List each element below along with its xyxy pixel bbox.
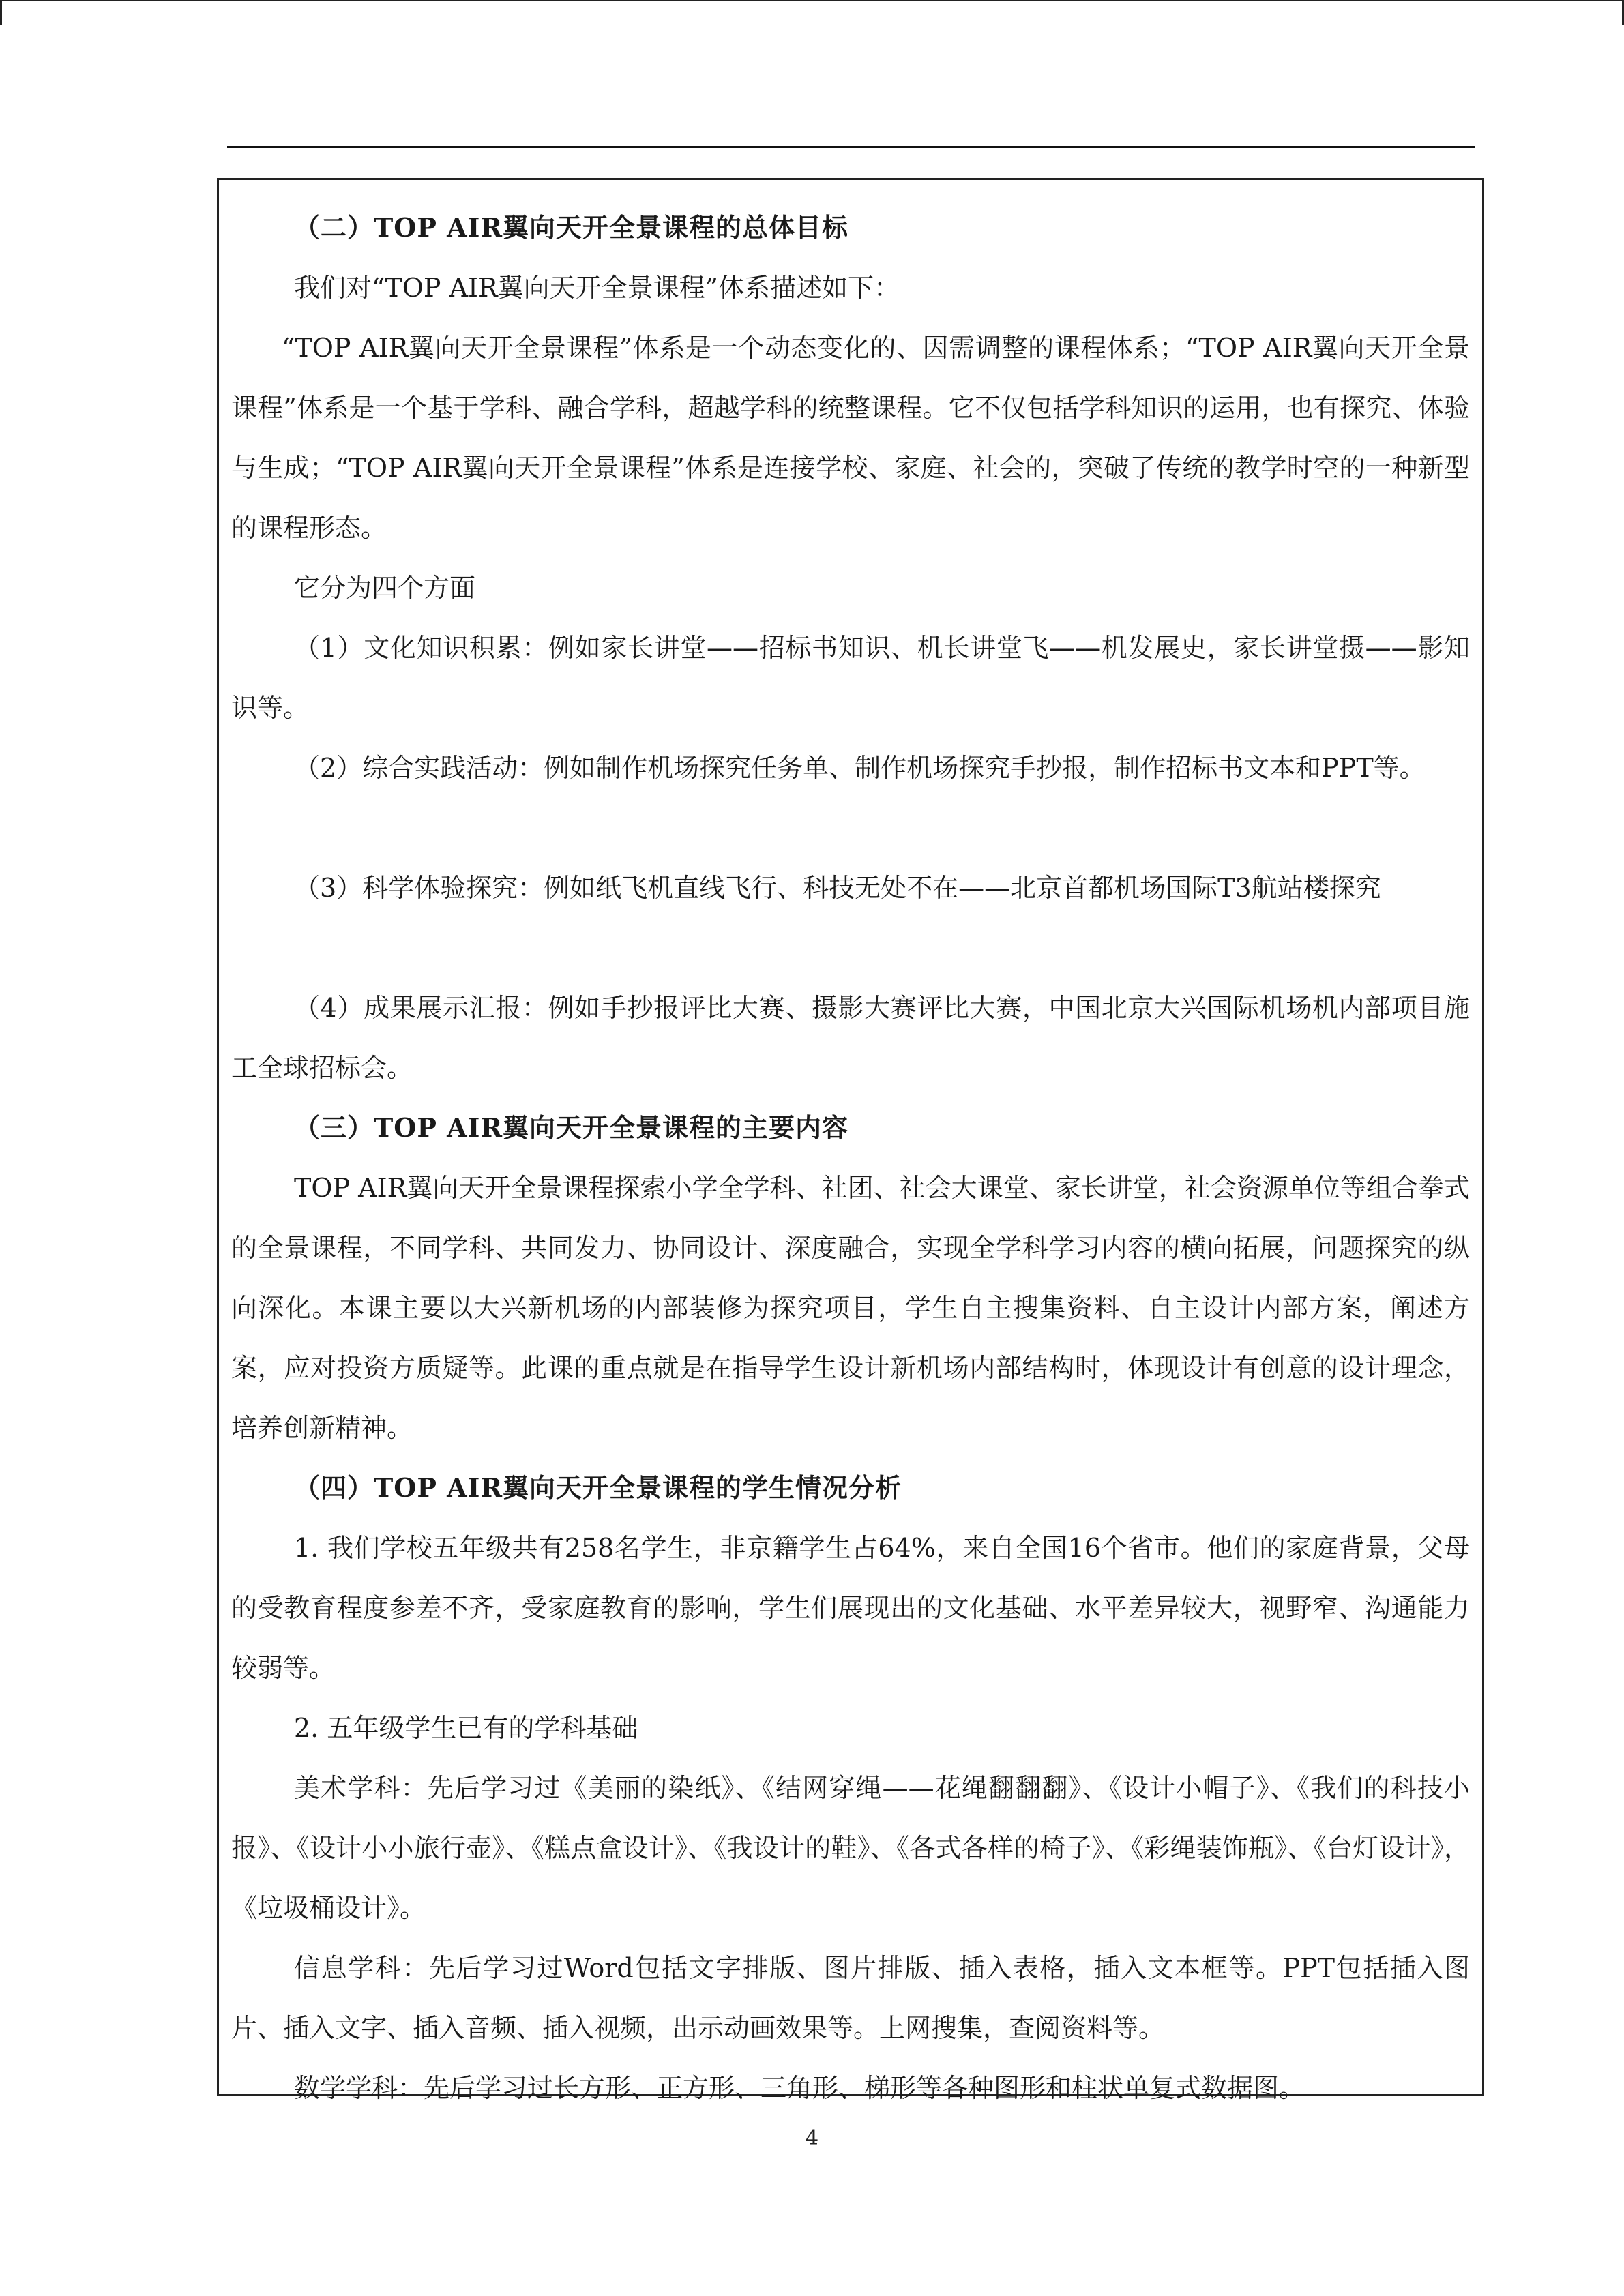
page-number: 4 (805, 2126, 819, 2150)
section-2-intro: 我们对“TOP AIR翼向天开全景课程”体系描述如下： (294, 273, 900, 303)
section-3-heading: （三）TOP AIR翼向天开全景课程的主要内容 (294, 1112, 849, 1143)
subject-art: 美术学科：先后学习过《美丽的染纸》、《结网穿绳——花绳翻翻翻》、《设计小帽子》、《我们的科技小报》、《设计小小旅行壶》、《糕点盒设计》、《我设计的鞋》、《各式各样的椅子》、《彩绳装饰瓶》、《台灯设计》，《垃圾桶设计》。 (231, 1773, 1470, 1923)
page-corner-mark-left (0, 0, 2, 25)
section-2-description: “TOP AIR翼向天开全景课程”体系是一个动态变化的、因需调整的课程体系；“TOP AIR翼向天开全景课程”体系是一个基于学科、融合学科，超越学科的统整课程。它不仅包括学科知识的运用，也有探究、体验与生成；“TOP AIR翼向天开全景课程”体系是连接学校、家庭、社会的，突破了传统的教学时空的一种新型的课程形态。 (231, 333, 1470, 543)
section-2-aspects-intro: 它分为四个方面 (294, 573, 476, 603)
aspect-item-3: （3）科学体验探究：例如纸飞机直线飞行、科技无处不在——北京首都机场国际T3航站楼探究 (294, 873, 1381, 903)
section-3-body: TOP AIR翼向天开全景课程探索小学全学科、社团、社会大课堂、家长讲堂，社会资源单位等组合拳式的全景课程，不同学科、共同发力、协同设计、深度融合，实现全学科学习内容的横向拓展，问题探究的纵向深化。本课主要以大兴新机场的内部装修为探究项目，学生自主搜集资料、自主设计内部方案，阐述方案，应对投资方质疑等。此课的重点就是在指导学生设计新机场内部结构时，体现设计有创意的设计理念，培养创新精神。 (231, 1173, 1470, 1443)
aspect-item-4: （4）成果展示汇报：例如手抄报评比大赛、摄影大赛评比大赛，中国北京大兴国际机场机内部项目施工全球招标会。 (231, 993, 1470, 1083)
header-rule (227, 146, 1475, 148)
section-4-point-2: 2. 五年级学生已有的学科基础 (294, 1713, 638, 1743)
subject-math: 数学学科：先后学习过长方形、正方形、三角形、梯形等各种图形和柱状单复式数据图。 (294, 2073, 1305, 2103)
section-2-heading: （二）TOP AIR翼向天开全景课程的总体目标 (294, 212, 849, 243)
content-box (217, 178, 1484, 2103)
section-4-heading: （四）TOP AIR翼向天开全景课程的学生情况分析 (294, 1472, 902, 1503)
aspect-item-2: （2）综合实践活动：例如制作机场探究任务单、制作机场探究手抄报，制作招标书文本和PPT等。 (294, 753, 1426, 783)
page-top-edge (0, 0, 1624, 1)
section-4-point-1: 1. 我们学校五年级共有258名学生，非京籍学生占64%，来自全国16个省市。他们的家庭背景，父母的受教育程度参差不齐，受家庭教育的影响，学生们展现出的文化基础、水平差异较大，视野窄、沟通能力较弱等。 (231, 1533, 1470, 1683)
subject-it: 信息学科：先后学习过Word包括文字排版、图片排版、插入表格，插入文本框等。PPT包括插入图片、插入文字、插入音频、插入视频，出示动画效果等。上网搜集，查阅资料等。 (231, 1953, 1470, 2043)
aspect-item-1: （1）文化知识积累：例如家长讲堂——招标书知识、机长讲堂飞——机发展史，家长讲堂摄——影知识等。 (231, 633, 1470, 723)
